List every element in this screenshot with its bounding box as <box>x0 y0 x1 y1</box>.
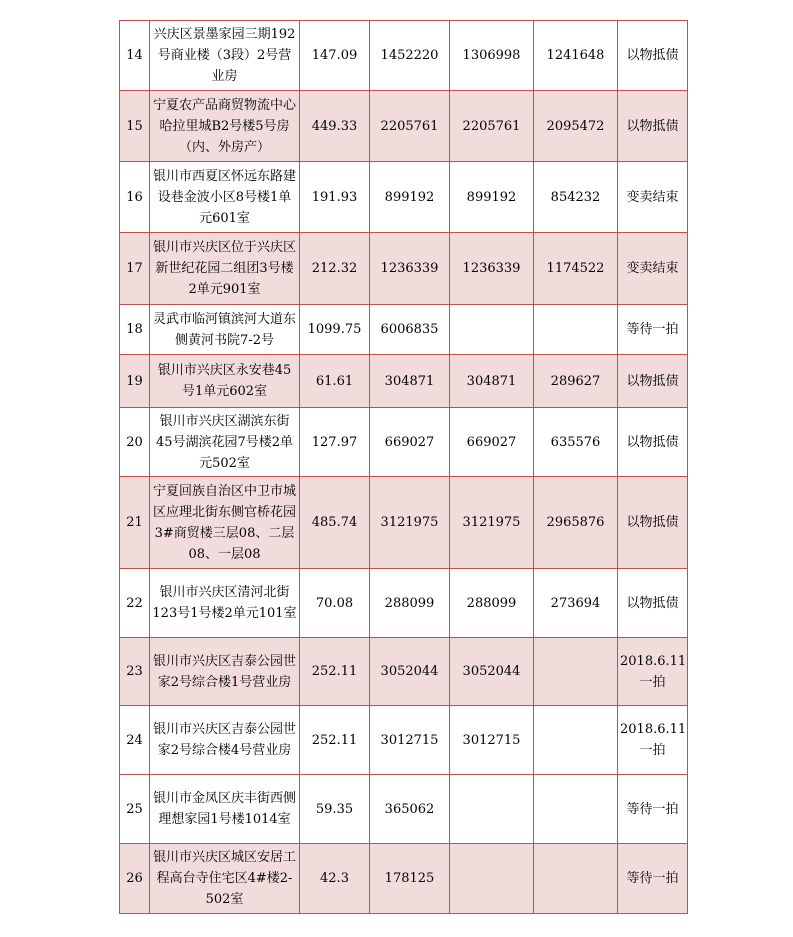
status-text: 以物抵债 <box>618 477 688 569</box>
status-text: 以物抵债 <box>618 355 688 408</box>
value-3: 289627 <box>534 355 618 408</box>
row-number: 19 <box>120 355 150 408</box>
table-row <box>120 91 688 162</box>
value-1: 288099 <box>370 569 450 638</box>
property-address: 银川市兴庆区吉泰公园世家2号综合楼1号营业房 <box>150 638 300 706</box>
value-3: 854232 <box>534 162 618 233</box>
area-value: 127.97 <box>300 408 370 477</box>
value-1: 1236339 <box>370 233 450 305</box>
area-value: 147.09 <box>300 21 370 91</box>
value-1: 3052044 <box>370 638 450 706</box>
property-address: 宁夏回族自治区中卫市城区应理北街东侧官桥花园3#商贸楼三层08、二层08、一层08 <box>150 477 300 569</box>
status-text: 以物抵债 <box>618 569 688 638</box>
row-number: 25 <box>120 775 150 844</box>
area-value: 449.33 <box>300 91 370 162</box>
value-3 <box>534 638 618 706</box>
property-address: 宁夏农产品商贸物流中心哈拉里城B2号楼5号房（内、外房产） <box>150 91 300 162</box>
value-2 <box>450 775 534 844</box>
value-2: 3052044 <box>450 638 534 706</box>
property-address: 银川市兴庆区城区安居工程高台寺住宅区4#楼2-502室 <box>150 844 300 914</box>
table-row <box>120 408 688 477</box>
status-text: 2018.6.11一拍 <box>618 706 688 775</box>
value-2 <box>450 844 534 914</box>
table-row <box>120 355 688 408</box>
row-number: 20 <box>120 408 150 477</box>
value-2: 669027 <box>450 408 534 477</box>
table-row <box>120 844 688 914</box>
table-row <box>120 569 688 638</box>
property-address: 银川市兴庆区湖滨东街45号湖滨花园7号楼2单元502室 <box>150 408 300 477</box>
value-1: 304871 <box>370 355 450 408</box>
row-number: 14 <box>120 21 150 91</box>
value-1: 6006835 <box>370 305 450 355</box>
value-3: 2965876 <box>534 477 618 569</box>
value-2: 2205761 <box>450 91 534 162</box>
row-number: 17 <box>120 233 150 305</box>
area-value: 191.93 <box>300 162 370 233</box>
table-row <box>120 706 688 775</box>
table-row <box>120 305 688 355</box>
value-2: 899192 <box>450 162 534 233</box>
status-text: 以物抵债 <box>618 91 688 162</box>
area-value: 485.74 <box>300 477 370 569</box>
area-value: 252.11 <box>300 706 370 775</box>
property-address: 兴庆区景墨家园三期192号商业楼（3段）2号营业房 <box>150 21 300 91</box>
value-3: 635576 <box>534 408 618 477</box>
value-2: 288099 <box>450 569 534 638</box>
status-text: 等待一拍 <box>618 775 688 844</box>
status-text: 2018.6.11一拍 <box>618 638 688 706</box>
area-value: 1099.75 <box>300 305 370 355</box>
status-text: 等待一拍 <box>618 844 688 914</box>
value-1: 3121975 <box>370 477 450 569</box>
value-1: 899192 <box>370 162 450 233</box>
status-text: 等待一拍 <box>618 305 688 355</box>
table-row <box>120 775 688 844</box>
status-text: 变卖结束 <box>618 162 688 233</box>
row-number: 23 <box>120 638 150 706</box>
value-2: 3012715 <box>450 706 534 775</box>
status-text: 以物抵债 <box>618 408 688 477</box>
table-row <box>120 477 688 569</box>
value-2 <box>450 305 534 355</box>
area-value: 42.3 <box>300 844 370 914</box>
value-2: 1236339 <box>450 233 534 305</box>
property-address: 银川市金凤区庆丰街西侧理想家园1号楼1014室 <box>150 775 300 844</box>
area-value: 212.32 <box>300 233 370 305</box>
property-address: 银川市兴庆区永安巷45号1单元602室 <box>150 355 300 408</box>
table-row <box>120 21 688 91</box>
value-1: 365062 <box>370 775 450 844</box>
value-2: 3121975 <box>450 477 534 569</box>
area-value: 70.08 <box>300 569 370 638</box>
property-address: 银川市兴庆区清河北街123号1号楼2单元101室 <box>150 569 300 638</box>
value-3 <box>534 844 618 914</box>
row-number: 16 <box>120 162 150 233</box>
row-number: 15 <box>120 91 150 162</box>
row-number: 18 <box>120 305 150 355</box>
property-address: 银川市西夏区怀远东路建设巷金波小区8号楼1单元601室 <box>150 162 300 233</box>
value-1: 178125 <box>370 844 450 914</box>
property-address: 银川市兴庆区吉泰公园世家2号综合楼4号营业房 <box>150 706 300 775</box>
property-address: 灵武市临河镇滨河大道东侧黄河书院7-2号 <box>150 305 300 355</box>
row-number: 21 <box>120 477 150 569</box>
area-value: 59.35 <box>300 775 370 844</box>
row-number: 26 <box>120 844 150 914</box>
value-2: 304871 <box>450 355 534 408</box>
status-text: 变卖结束 <box>618 233 688 305</box>
table-row <box>120 638 688 706</box>
value-3: 2095472 <box>534 91 618 162</box>
value-3 <box>534 305 618 355</box>
value-3 <box>534 775 618 844</box>
value-1: 2205761 <box>370 91 450 162</box>
area-value: 61.61 <box>300 355 370 408</box>
value-2: 1306998 <box>450 21 534 91</box>
value-3 <box>534 706 618 775</box>
table-row <box>120 233 688 305</box>
table-row <box>120 162 688 233</box>
status-text: 以物抵债 <box>618 21 688 91</box>
value-1: 669027 <box>370 408 450 477</box>
area-value: 252.11 <box>300 638 370 706</box>
asset-table <box>119 20 688 914</box>
value-3: 1241648 <box>534 21 618 91</box>
value-3: 273694 <box>534 569 618 638</box>
row-number: 24 <box>120 706 150 775</box>
row-number: 22 <box>120 569 150 638</box>
value-1: 1452220 <box>370 21 450 91</box>
property-address: 银川市兴庆区位于兴庆区新世纪花园二组团3号楼2单元901室 <box>150 233 300 305</box>
value-3: 1174522 <box>534 233 618 305</box>
value-1: 3012715 <box>370 706 450 775</box>
